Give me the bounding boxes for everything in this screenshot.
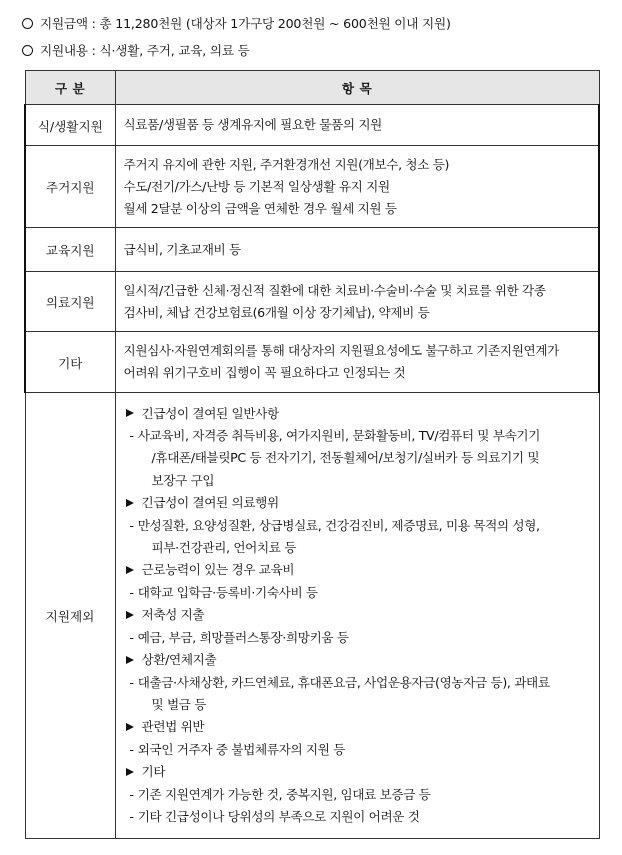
row-content: 식료품/생필품 등 생계유지에 필요한 물품의 지원 (115, 105, 599, 146)
exclusion-heading: 관련법 위반 (126, 716, 589, 738)
exclusion-heading: 상환/연체지출 (126, 649, 589, 671)
exclusion-heading: 기타 (126, 761, 589, 783)
table-row (25, 393, 599, 839)
exclusion-heading: 긴급성이 결여된 의료행위 (126, 492, 589, 514)
support-table (24, 70, 600, 839)
table-row (25, 146, 599, 228)
exclusion-item: - 예금, 부금, 희망플러스통장·희망키움 등 (129, 629, 349, 645)
circle-bullet-icon (22, 18, 33, 29)
exclusion-item: - 대학교 입학금·등록비·기숙사비 등 (129, 584, 318, 600)
exclusion-item: - 외국인 거주자 중 불법체류자의 지원 등 (129, 741, 346, 757)
row-content: 일시적/긴급한 신체·정신적 질환에 대한 치료비·수술비·수술 및 치료를 위한 각종 검사비, 체납 건강보험료(6개월 이상 장기체납), 약제비 등 (115, 272, 599, 332)
header-items: 항 목 (115, 71, 599, 105)
exclusion-item: - 대출금·사채상환, 카드연체료, 휴대폰요금, 사업운용자금(영농자금 등), 과태료 (129, 674, 550, 690)
table-row (25, 272, 599, 332)
exclusion-heading: 저축성 지출 (126, 604, 589, 626)
exclusion-heading: 긴급성이 결여된 일반사항 (126, 403, 589, 425)
triangle-bullet-icon (126, 656, 134, 664)
row-content: 주거지 유지에 관한 지원, 주거환경개선 지원(개보수, 청소 등) 수도/전기/가스/난방 등 기본적 일상생활 유지 지원 월세 2달분 이상의 금액을 연체한 경우 월세 지원 등 (115, 146, 599, 228)
exclusion-content: 긴급성이 결여된 일반사항 - 사교육비, 자격증 취득비용, 여가지원비, 문화활동비, TV/컴퓨터 및 부속기기 /휴대폰/태블릿PC 등 전자기기, 전동휠체어/보청기/실버카 등 의료기기 및 보장구 구입 긴급성이 결여된 의료행위 - 만성질환, 요양성질환, 상급병실료, 건강검진비, 제증명료, 미용 목적의 성형, 피부·건강관리, 언어치료 등 근로능력이 있는 경우 교육비 - 대학교 입학금·등록비·기숙사비 등 저축성 지출 - 예금, 부금, 희망플러스통장·희망키움 등 상환/연체지출 - 대출금·사채상환, 카드연체료, 휴대폰요금, 사업운용자금(영농자금 등), 과태료 및 벌금 등 관련법 위반 - 외국인 거주자 중 불법체류자의 지원 등 기타 - 기존 지원연계가 가능한 것, 중복지원, 임대료 보증금 등 - 기타 긴급성이나 당위성의 부족으로 지원이 어려운 것 (115, 393, 599, 839)
table-row (25, 105, 599, 146)
row-category: 식/생활지원 (25, 105, 115, 146)
table-row (25, 228, 599, 272)
summary-amount: 지원금액 : 총 11,280천원 (대상자 1가구당 200천원 ~ 600천원 이내 지원) (22, 10, 612, 37)
row-content: 지원심사·자원연계회의를 통해 대상자의 지원필요성에도 불구하고 기존지원연계가 어려워 위기구호비 집행이 꼭 필요하다고 인정되는 것 (115, 332, 599, 393)
row-content: 급식비, 기초교재비 등 (115, 228, 599, 272)
exclusion-item: - 사교육비, 자격증 취득비용, 여가지원비, 문화활동비, TV/컴퓨터 및 부속기기 (129, 428, 541, 444)
row-category: 의료지원 (25, 272, 115, 332)
header-category: 구 분 (25, 71, 115, 105)
exclusion-item: - 만성질환, 요양성질환, 상급병실료, 건강검진비, 제증명료, 미용 목적의 성형, (129, 517, 540, 533)
table-header-row (25, 71, 599, 105)
circle-bullet-icon (22, 45, 33, 56)
triangle-bullet-icon (126, 611, 134, 619)
triangle-bullet-icon (126, 566, 134, 574)
row-category: 교육지원 (25, 228, 115, 272)
row-category: 주거지원 (25, 146, 115, 228)
row-category: 기타 (25, 332, 115, 393)
exclusion-heading: 근로능력이 있는 경우 교육비 (126, 559, 589, 581)
triangle-bullet-icon (126, 499, 134, 507)
summary (22, 10, 612, 64)
table-row (25, 332, 599, 393)
row-category: 지원제외 (25, 393, 115, 839)
exclusion-item: - 기존 지원연계가 가능한 것, 중복지원, 임대료 보증금 등 (129, 786, 431, 802)
triangle-bullet-icon (126, 723, 134, 731)
exclusion-item: - 기타 긴급성이나 당위성의 부족으로 지원이 어려운 것 (129, 808, 420, 824)
triangle-bullet-icon (126, 409, 134, 417)
triangle-bullet-icon (126, 768, 134, 776)
summary-content: 지원내용 : 식·생활, 주거, 교육, 의료 등 (22, 37, 612, 64)
